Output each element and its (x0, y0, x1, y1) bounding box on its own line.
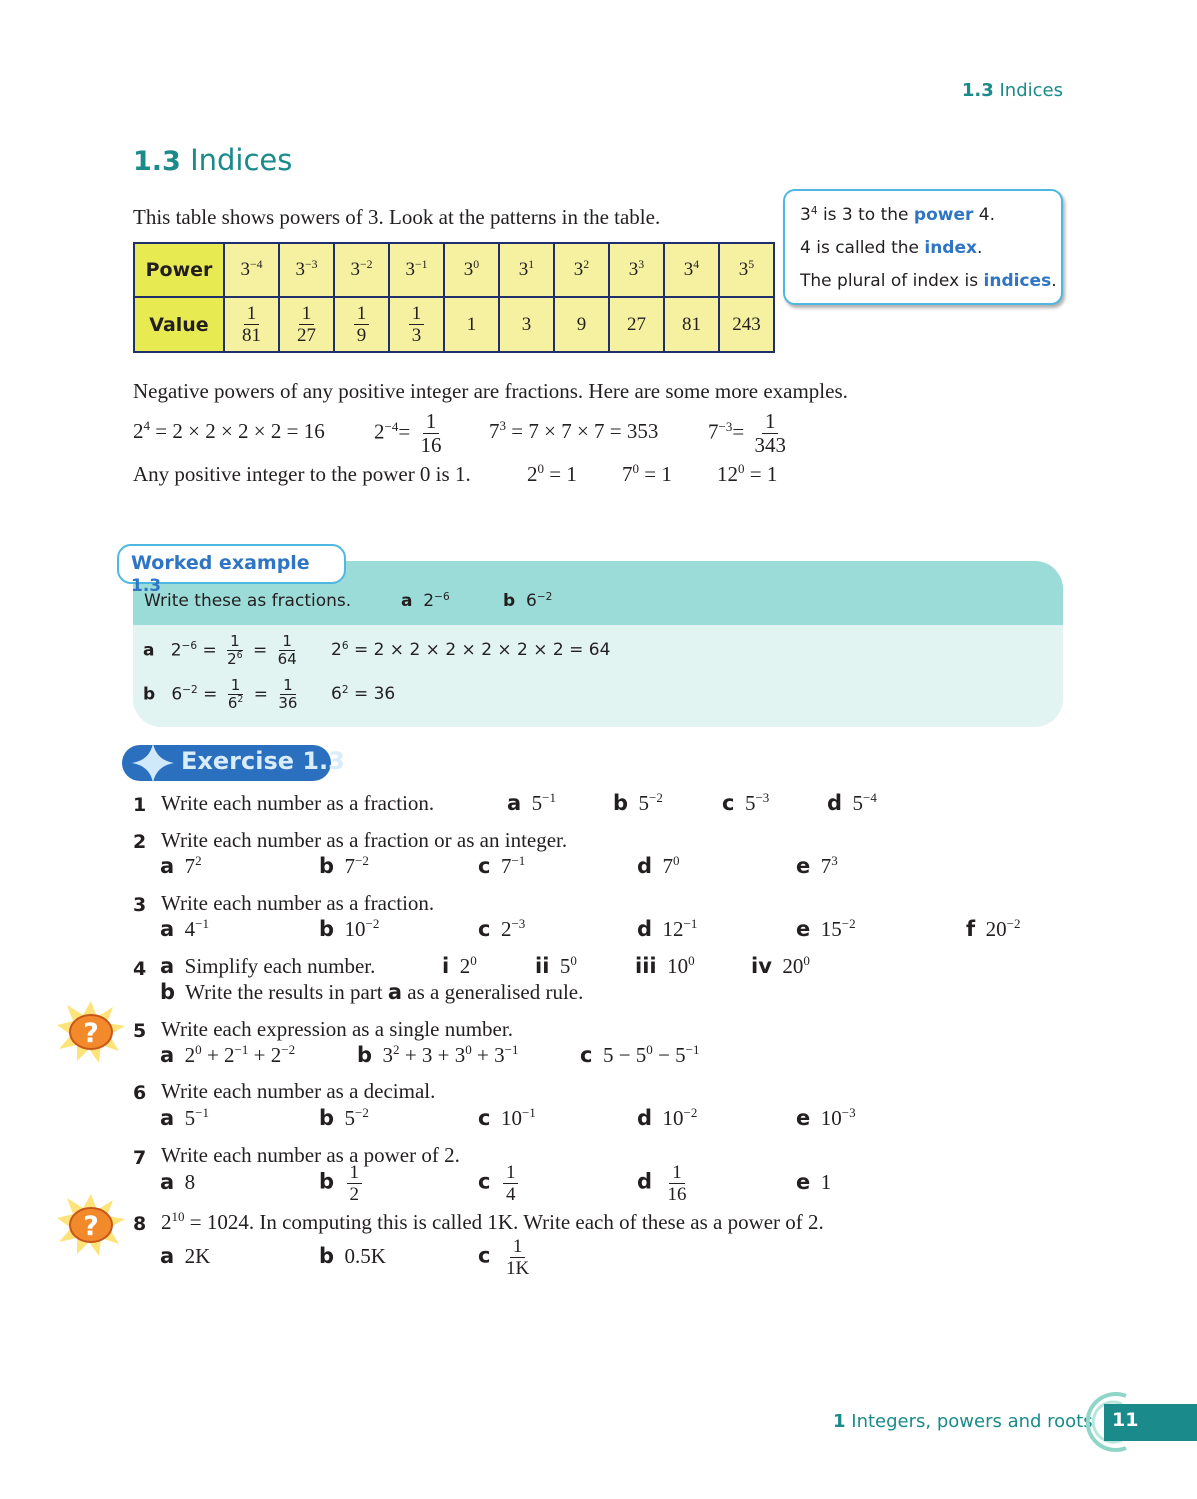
part-a: a 8 (160, 1170, 196, 1194)
sub-part-iv: iv $20^0$ (751, 953, 810, 978)
question-number: 2 (133, 831, 147, 853)
solution-b-working: $6^2 = 36$ (331, 683, 396, 704)
definition-box (783, 189, 1063, 305)
zero-example-1: $2^0 = 1$ (527, 461, 577, 486)
solution-a: a $2^{-6}$ = $\frac{1}{2^6}$ = $\frac{1}{64}$ (143, 632, 297, 668)
part-c: c $5 - 5^0 - 5^{-1}$ (580, 1042, 700, 1067)
question-text: Write each number as a fraction or as an integer. (161, 828, 568, 852)
power-cell: $3^4$ (664, 243, 719, 297)
question-number: 5 (133, 1020, 147, 1042)
part-a: a $7^2$ (160, 853, 202, 878)
part-f: f $20^{-2}$ (966, 916, 1021, 941)
intro-text: This table shows powers of 3. Look at the patterns in the table. (133, 205, 661, 229)
value-cell: 27 (609, 297, 664, 352)
part-a: a 2K (160, 1244, 211, 1268)
power-cell: $3^5$ (719, 243, 774, 297)
challenge-icon (55, 999, 127, 1065)
exercise-title: Exercise 1.3 (181, 747, 345, 775)
part-a: a $4^{-1}$ (160, 916, 210, 941)
question-text: Write each number as a power of 2. (161, 1143, 460, 1167)
question-text: Write each number as a decimal. (161, 1079, 436, 1103)
power-cell: $3^2$ (554, 243, 609, 297)
zero-example-2: $7^0 = 1$ (622, 461, 672, 486)
svg-text:?: ? (83, 1211, 99, 1242)
power-cell: $3^3$ (609, 243, 664, 297)
star-icon (130, 741, 176, 785)
negative-powers-text: Negative powers of any positive integer are fractions. Here are some more examples. (133, 379, 848, 403)
part-d: d $12^{-1}$ (637, 916, 698, 941)
definition-line-3: The plural of index is indices. (800, 271, 1057, 291)
question-number: 3 (133, 894, 147, 916)
part-c: c $5^{-3}$ (722, 790, 770, 815)
worked-example-part-b: b $6^{-2}$ (503, 590, 553, 611)
power-cell: $3^{-1}$ (389, 243, 444, 297)
part-c: c $2^{-3}$ (478, 916, 526, 941)
power-cell: $3^0$ (444, 243, 499, 297)
value-row-label: Value (134, 297, 224, 352)
part-a: a $2^0 + 2^{-1} + 2^{-2}$ (160, 1042, 296, 1067)
power-cell: $3^{-2}$ (334, 243, 389, 297)
value-cell: $\frac{1}{3}$ (389, 297, 444, 352)
part-d: d $10^{-2}$ (637, 1105, 698, 1130)
example-2: $2^{-4}=$ $\frac{1}{16}$ (374, 409, 442, 457)
value-row (134, 297, 774, 352)
part-d: d $\frac{1}{16}$ (637, 1162, 687, 1205)
question-text: Write each expression as a single number. (161, 1017, 513, 1041)
question-text: Write each number as a fraction. (161, 791, 435, 815)
zero-power-text: Any positive integer to the power 0 is 1. (133, 462, 471, 486)
part-a: a $5^{-1}$ (160, 1105, 210, 1130)
part-b: b $\frac{1}{2}$ (319, 1163, 364, 1204)
running-header: 1.3 Indices (961, 80, 1063, 101)
value-cell: $\frac{1}{81}$ (224, 297, 279, 352)
part-c: c $10^{-1}$ (478, 1105, 536, 1130)
value-cell: 243 (719, 297, 774, 352)
part-e: e $10^{-3}$ (796, 1105, 856, 1130)
worked-example-prompt: Write these as fractions. (144, 591, 352, 611)
part-c: c $\frac{1}{1K}$ (478, 1236, 530, 1279)
question-text: $2^{10} = 1024$. In computing this is called 1K. Write each of these as a power of 2. (161, 1209, 824, 1234)
part-b: b $5^{-2}$ (613, 790, 663, 815)
question-number: 4 (133, 958, 147, 980)
part-c: c $\frac{1}{4}$ (478, 1163, 520, 1204)
part-e: e 1 (796, 1170, 832, 1194)
question-number: 1 (133, 794, 147, 816)
power-row (134, 243, 774, 297)
definition-line-2: 4 is called the index. (800, 238, 983, 258)
part-c: c $7^{-1}$ (478, 853, 526, 878)
question-number: 7 (133, 1147, 147, 1169)
value-cell: 9 (554, 297, 609, 352)
part-a: a Simplify each number. (160, 954, 376, 978)
part-b: b $10^{-2}$ (319, 916, 380, 941)
chapter-footer: 1 Integers, powers and roots (833, 1411, 1093, 1432)
zero-example-3: $12^0 = 1$ (717, 461, 778, 486)
question-number: 6 (133, 1082, 147, 1104)
example-3: $7^3 = 7 \times 7 \times 7 = 353$ (489, 418, 659, 443)
worked-example-tab: Worked example 1.3 (117, 544, 346, 584)
example-4: $7^{-3}=$ $\frac{1}{343}$ (708, 409, 786, 457)
part-d: d $7^0$ (637, 853, 680, 878)
part-e: e $15^{-2}$ (796, 916, 856, 941)
sub-part-iii: iii $10^0$ (635, 953, 695, 978)
value-cell: 1 (444, 297, 499, 352)
question-number: 8 (133, 1213, 147, 1235)
value-cell: 3 (499, 297, 554, 352)
challenge-icon (55, 1192, 127, 1258)
power-cell: $3^{-4}$ (224, 243, 279, 297)
solution-b: b $6^{-2}$ = $\frac{1}{6^2}$ = $\frac{1}{36}$ (143, 676, 298, 712)
example-1: $2^4 = 2 \times 2 \times 2 \times 2 = 16$ (133, 418, 325, 443)
value-cell: $\frac{1}{27}$ (279, 297, 334, 352)
part-b: b Write the results in part a as a generalised rule. (160, 980, 584, 1004)
page-number: 11 (1112, 1409, 1139, 1431)
sub-part-i: i $2^0$ (442, 953, 477, 978)
solution-a-working: $2^6 = 2 \times 2 \times 2 \times 2 \times 2 \times 2 = 64$ (331, 639, 611, 660)
part-d: d $5^{-4}$ (827, 790, 877, 815)
part-b: b 0.5K (319, 1244, 386, 1268)
worked-example-part-a: a $2^{-6}$ (401, 590, 450, 611)
section-title: 1.3 Indices (133, 143, 293, 177)
part-b: b $3^2 + 3 + 3^0 + 3^{-1}$ (357, 1042, 519, 1067)
powers-table (133, 242, 775, 353)
power-cell: $3^{-3}$ (279, 243, 334, 297)
sub-part-ii: ii $5^0$ (535, 953, 577, 978)
part-b: b $7^{-2}$ (319, 853, 369, 878)
value-cell: 81 (664, 297, 719, 352)
power-cell: $3^1$ (499, 243, 554, 297)
part-b: b $5^{-2}$ (319, 1105, 369, 1130)
value-cell: $\frac{1}{9}$ (334, 297, 389, 352)
power-row-label: Power (134, 243, 224, 297)
definition-line-1: $3^4$ is 3 to the power 4. (800, 204, 996, 225)
part-e: e $7^3$ (796, 853, 838, 878)
part-a: a $5^{-1}$ (507, 790, 557, 815)
svg-text:?: ? (83, 1018, 99, 1049)
question-text: Write each number as a fraction. (161, 891, 435, 915)
